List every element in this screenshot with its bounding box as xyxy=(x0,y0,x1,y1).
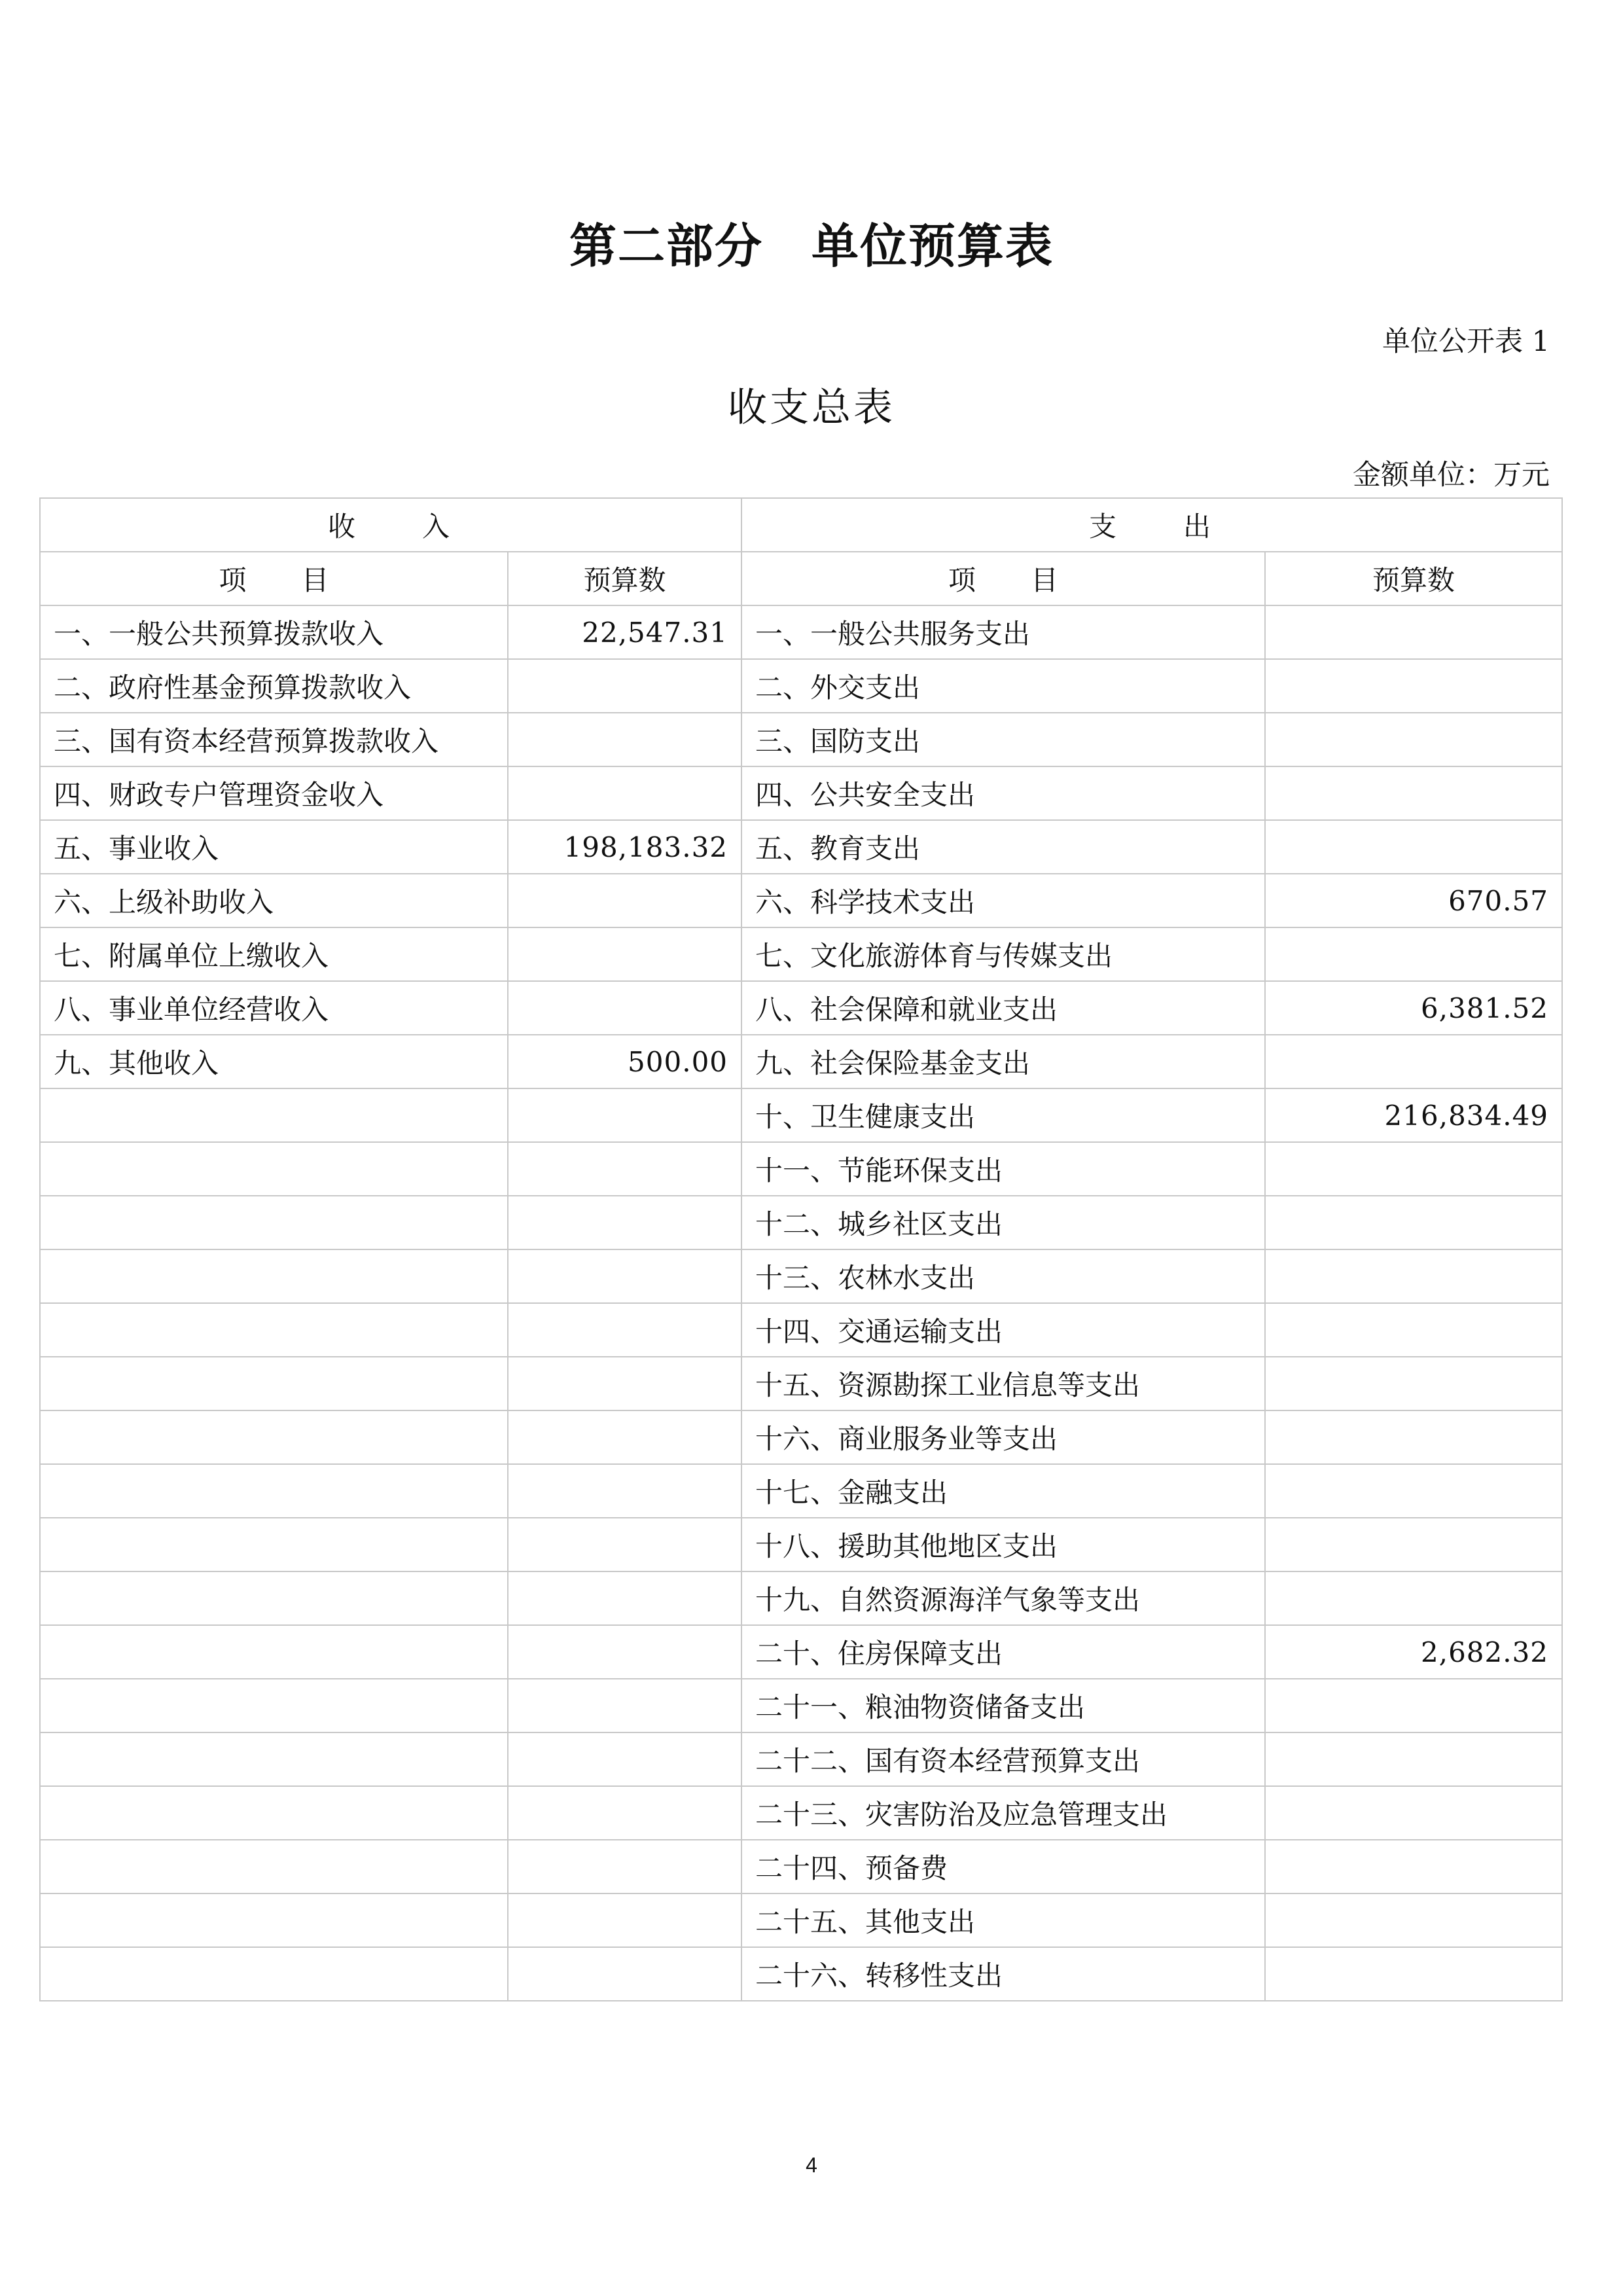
income-amount-cell xyxy=(508,1947,741,2001)
income-item-cell: 三、国有资本经营预算拨款收入 xyxy=(40,713,508,766)
expense-item-cell: 二十二、国有资本经营预算支出 xyxy=(741,1732,1265,1786)
table-row xyxy=(40,1196,1562,1249)
expense-amount-cell xyxy=(1265,1142,1562,1196)
expense-amount-cell xyxy=(1265,1732,1562,1786)
income-amount-cell xyxy=(508,659,741,713)
income-item-cell: 四、财政专户管理资金收入 xyxy=(40,766,508,820)
table-row xyxy=(40,605,1562,659)
expense-item-cell: 五、教育支出 xyxy=(741,820,1265,874)
table-row xyxy=(40,1035,1562,1088)
expense-item-cell: 十八、援助其他地区支出 xyxy=(741,1518,1265,1571)
amount-unit: 金额单位：万元 xyxy=(1353,459,1550,492)
income-item-cell xyxy=(40,1088,508,1142)
budget-rows xyxy=(40,605,1562,2001)
expense-item-cell: 二十四、预备费 xyxy=(741,1840,1265,1893)
income-item-cell: 一、一般公共预算拨款收入 xyxy=(40,605,508,659)
expense-item-header: 项 目 xyxy=(741,552,1265,605)
income-item-cell xyxy=(40,1947,508,2001)
expense-item-cell: 二、外交支出 xyxy=(741,659,1265,713)
income-amount-cell: 500.00 xyxy=(508,1035,741,1088)
expense-item-cell: 二十六、转移性支出 xyxy=(741,1947,1265,2001)
expense-amount-cell xyxy=(1265,713,1562,766)
expense-item-cell: 二十三、灾害防治及应急管理支出 xyxy=(741,1786,1265,1840)
table-row xyxy=(40,766,1562,820)
table-row xyxy=(40,1357,1562,1410)
expense-item-cell: 八、社会保障和就业支出 xyxy=(741,981,1265,1035)
expense-item-cell: 十五、资源勘探工业信息等支出 xyxy=(741,1357,1265,1410)
income-item-cell xyxy=(40,1464,508,1518)
table-row xyxy=(40,927,1562,981)
header-group-row xyxy=(40,498,1562,552)
income-amount-cell xyxy=(508,1786,741,1840)
income-item-cell xyxy=(40,1410,508,1464)
income-item-cell xyxy=(40,1249,508,1303)
table-row xyxy=(40,1571,1562,1625)
income-amount-cell xyxy=(508,1893,741,1947)
income-item-cell: 二、政府性基金预算拨款收入 xyxy=(40,659,508,713)
expense-amount-cell: 6,381.52 xyxy=(1265,981,1562,1035)
expense-amount-cell xyxy=(1265,766,1562,820)
income-item-cell xyxy=(40,1893,508,1947)
expense-group-header: 支 出 xyxy=(741,498,1562,552)
income-amount-cell xyxy=(508,1303,741,1357)
table-row xyxy=(40,981,1562,1035)
income-item-cell xyxy=(40,1679,508,1732)
income-item-cell xyxy=(40,1142,508,1196)
table-row xyxy=(40,820,1562,874)
income-amount-cell xyxy=(508,1410,741,1464)
expense-amount-cell xyxy=(1265,1357,1562,1410)
expense-amount-cell xyxy=(1265,1249,1562,1303)
expense-amount-cell xyxy=(1265,1518,1562,1571)
expense-amount-cell xyxy=(1265,820,1562,874)
income-item-cell xyxy=(40,1303,508,1357)
income-amount-cell xyxy=(508,1518,741,1571)
expense-amount-cell xyxy=(1265,1947,1562,2001)
expense-amount-cell xyxy=(1265,1410,1562,1464)
income-item-cell xyxy=(40,1571,508,1625)
expense-item-cell: 四、公共安全支出 xyxy=(741,766,1265,820)
table-row xyxy=(40,1142,1562,1196)
expense-amount-cell xyxy=(1265,1893,1562,1947)
income-item-cell xyxy=(40,1786,508,1840)
expense-amount-cell xyxy=(1265,1464,1562,1518)
income-amount-cell xyxy=(508,1464,741,1518)
table-row xyxy=(40,1410,1562,1464)
income-item-cell: 八、事业单位经营收入 xyxy=(40,981,508,1035)
expense-item-cell: 三、国防支出 xyxy=(741,713,1265,766)
income-amount-cell xyxy=(508,1840,741,1893)
expense-amount-cell xyxy=(1265,1679,1562,1732)
expense-amount-cell: 670.57 xyxy=(1265,874,1562,927)
table-row xyxy=(40,1893,1562,1947)
header-column-row xyxy=(40,552,1562,605)
part-title: 第二部分 单位预算表 xyxy=(569,219,1054,274)
expense-item-cell: 六、科学技术支出 xyxy=(741,874,1265,927)
table-row xyxy=(40,1625,1562,1679)
expense-item-cell: 十三、农林水支出 xyxy=(741,1249,1265,1303)
table-row xyxy=(40,1518,1562,1571)
expense-item-cell: 十六、商业服务业等支出 xyxy=(741,1410,1265,1464)
income-amount-cell xyxy=(508,1088,741,1142)
income-amount-cell xyxy=(508,927,741,981)
page-number: 4 xyxy=(806,2153,817,2177)
income-amount-cell xyxy=(508,1679,741,1732)
income-item-cell: 七、附属单位上缴收入 xyxy=(40,927,508,981)
income-amount-cell xyxy=(508,1571,741,1625)
table-row xyxy=(40,1679,1562,1732)
expense-item-cell: 十七、金融支出 xyxy=(741,1464,1265,1518)
income-amount-cell xyxy=(508,981,741,1035)
expense-amount-cell xyxy=(1265,1571,1562,1625)
expense-amount-cell xyxy=(1265,605,1562,659)
table-title: 收支总表 xyxy=(728,385,895,431)
income-item-cell xyxy=(40,1732,508,1786)
table-row xyxy=(40,1786,1562,1840)
expense-item-cell: 十二、城乡社区支出 xyxy=(741,1196,1265,1249)
income-item-cell xyxy=(40,1357,508,1410)
table-row xyxy=(40,1249,1562,1303)
income-amount-cell xyxy=(508,766,741,820)
expense-amount-cell xyxy=(1265,1303,1562,1357)
expense-item-cell: 十一、节能环保支出 xyxy=(741,1142,1265,1196)
income-amount-cell xyxy=(508,713,741,766)
expense-item-cell: 一、一般公共服务支出 xyxy=(741,605,1265,659)
expense-item-cell: 七、文化旅游体育与传媒支出 xyxy=(741,927,1265,981)
expense-amount-cell xyxy=(1265,1840,1562,1893)
expense-amount-cell xyxy=(1265,659,1562,713)
expense-amount-cell: 216,834.49 xyxy=(1265,1088,1562,1142)
expense-item-cell: 十四、交通运输支出 xyxy=(741,1303,1265,1357)
income-item-cell xyxy=(40,1518,508,1571)
expense-item-cell: 十九、自然资源海洋气象等支出 xyxy=(741,1571,1265,1625)
table-row xyxy=(40,659,1562,713)
table-row xyxy=(40,1088,1562,1142)
income-item-cell: 九、其他收入 xyxy=(40,1035,508,1088)
table-row xyxy=(40,713,1562,766)
expense-amount-cell: 2,682.32 xyxy=(1265,1625,1562,1679)
expense-item-cell: 二十五、其他支出 xyxy=(741,1893,1265,1947)
table-row xyxy=(40,1732,1562,1786)
income-item-cell: 六、上级补助收入 xyxy=(40,874,508,927)
income-amount-cell xyxy=(508,1732,741,1786)
table-number: 单位公开表 1 xyxy=(1382,325,1550,358)
income-item-header: 项 目 xyxy=(40,552,508,605)
income-amount-header: 预算数 xyxy=(508,552,741,605)
expense-item-cell: 二十一、粮油物资储备支出 xyxy=(741,1679,1265,1732)
budget-summary-table xyxy=(39,497,1563,2001)
table-row xyxy=(40,1840,1562,1893)
income-item-cell: 五、事业收入 xyxy=(40,820,508,874)
table-row xyxy=(40,1464,1562,1518)
income-amount-cell xyxy=(508,1625,741,1679)
expense-amount-header: 预算数 xyxy=(1265,552,1562,605)
expense-amount-cell xyxy=(1265,1196,1562,1249)
expense-amount-cell xyxy=(1265,927,1562,981)
income-amount-cell xyxy=(508,1142,741,1196)
expense-item-cell: 九、社会保险基金支出 xyxy=(741,1035,1265,1088)
income-amount-cell: 22,547.31 xyxy=(508,605,741,659)
income-item-cell xyxy=(40,1625,508,1679)
income-item-cell xyxy=(40,1196,508,1249)
expense-amount-cell xyxy=(1265,1786,1562,1840)
expense-item-cell: 十、卫生健康支出 xyxy=(741,1088,1265,1142)
income-group-header: 收 入 xyxy=(40,498,741,552)
table-row xyxy=(40,874,1562,927)
table-row xyxy=(40,1947,1562,2001)
income-item-cell xyxy=(40,1840,508,1893)
table-row xyxy=(40,1303,1562,1357)
income-amount-cell xyxy=(508,1357,741,1410)
expense-amount-cell xyxy=(1265,1035,1562,1088)
income-amount-cell xyxy=(508,1196,741,1249)
income-amount-cell xyxy=(508,874,741,927)
expense-item-cell: 二十、住房保障支出 xyxy=(741,1625,1265,1679)
income-amount-cell xyxy=(508,1249,741,1303)
income-amount-cell: 198,183.32 xyxy=(508,820,741,874)
